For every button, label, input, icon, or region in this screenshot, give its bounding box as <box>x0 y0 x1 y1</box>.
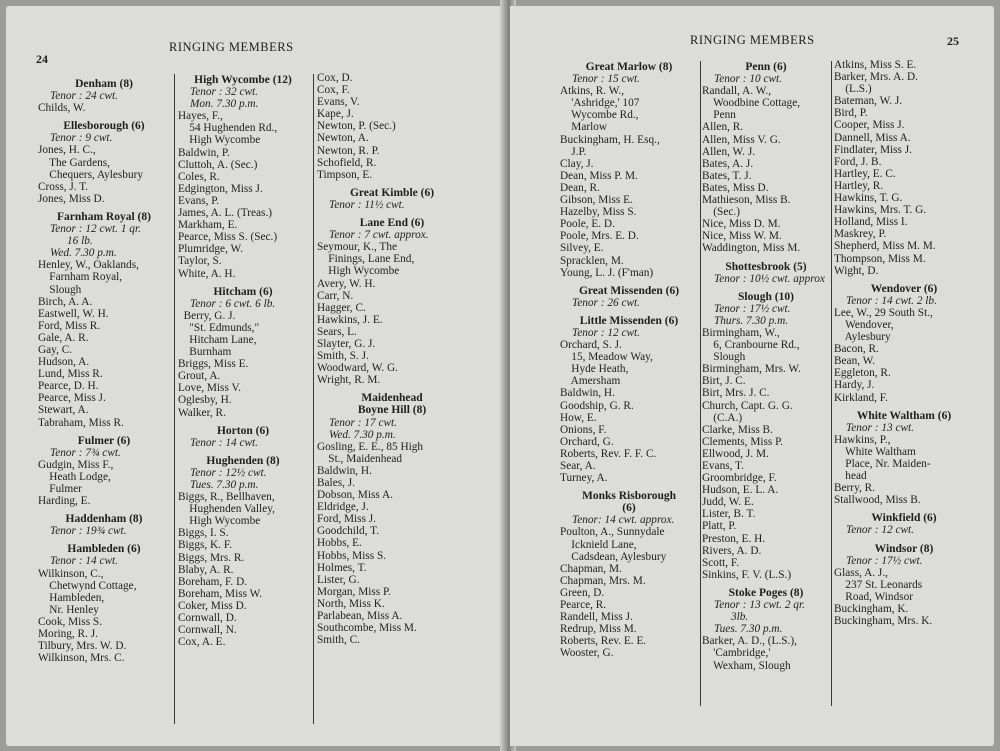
member-entry: Berry, R. <box>834 482 875 495</box>
tower-info: Tenor : 13 cwt. 2 qr. <box>714 599 805 612</box>
column-1 <box>38 76 170 664</box>
tower-info: Tenor : 17½ cwt. <box>846 554 923 567</box>
member-entry: Hambleden, <box>38 591 105 604</box>
member-entry: Cross, J. T. <box>38 180 89 193</box>
member-entry: Coker, Miss D. <box>178 599 247 612</box>
member-entry: Hawkins, T. G. <box>834 192 903 205</box>
member-entry: Hayes, F., <box>178 110 223 123</box>
member-entry: Wycombe Rd., <box>560 109 639 122</box>
member-entry: Dean, Miss P. M. <box>560 169 638 182</box>
member-entry: Gosling, E. E., 85 High <box>317 440 424 453</box>
member-entry: Newton, P. (Sec.) <box>317 120 396 133</box>
member-entry: Cox, F. <box>317 84 350 97</box>
member-entry: (C.A.) <box>702 411 743 424</box>
column-divider <box>174 74 175 724</box>
member-entry: Young, L. J. (F'man) <box>560 266 654 279</box>
member-entry: Ellwood, J. M. <box>702 447 769 460</box>
tower-info: Tenor : 17½ cwt. <box>714 302 791 315</box>
member-entry: Jones, Miss D. <box>38 192 105 205</box>
tower-name: Lane End (6) <box>359 217 425 230</box>
member-entry: Atkins, Miss S. E. <box>834 59 917 71</box>
member-entry: Hudson, E. L. A. <box>702 484 779 497</box>
tower-info: Tenor : 14 cwt. 2 lb. <box>846 294 937 307</box>
member-entry: Slough <box>702 351 746 364</box>
tower-info: Mon. 7.30 p.m. <box>190 98 259 111</box>
member-entry: Seymour, K., The <box>317 241 397 254</box>
member-entry: Jones, H. C., <box>38 144 96 157</box>
column-2 <box>702 59 830 672</box>
tower-info: 16 lb. <box>50 235 93 248</box>
tower-info: 3lb. <box>714 611 749 624</box>
tower-name: Ellesborough (6) <box>63 120 145 133</box>
tower-name: Stoke Poges (8) <box>728 586 804 599</box>
member-entry: Poulton, A., Sunnydale <box>560 526 665 539</box>
member-entry: Redrup, Miss M. <box>560 623 637 636</box>
member-entry: 'Ashridge,' 107 <box>560 97 640 110</box>
member-entry: Fulmer <box>38 483 82 495</box>
member-entry: Gibson, Miss E. <box>560 194 633 207</box>
member-entry: Icknield Lane, <box>560 538 637 551</box>
tower-info: Tenor : 14 cwt. <box>190 436 258 449</box>
member-entry: Slayter, G. J. <box>317 337 376 350</box>
member-entry: Bacon, R. <box>834 343 879 356</box>
member-entry: Silvey, E. <box>560 242 604 255</box>
member-entry: Wight, D. <box>834 264 879 277</box>
member-entry: Gay, C. <box>38 343 73 356</box>
member-entry: Bird, P. <box>834 107 868 120</box>
member-entry: Lister, B. T. <box>702 508 756 521</box>
member-entry: Cornwall, N. <box>178 624 237 637</box>
member-entry: Plumridge, W. <box>178 243 243 256</box>
member-entry: Hagger, C. <box>317 301 366 314</box>
member-entry: Clements, Miss P. <box>702 435 783 448</box>
member-entry: Briggs, Miss E. <box>178 358 249 371</box>
tower-name: Boyne Hill (8) <box>357 404 427 417</box>
member-entry: Boreham, F. D. <box>178 575 248 588</box>
member-entry: Green, D. <box>560 586 605 599</box>
member-entry: Wexham, Slough <box>702 659 791 672</box>
member-entry: Ford, Miss J. <box>317 513 377 526</box>
member-entry: Randall, A. W., <box>702 85 772 98</box>
tower-info: Tenor : 11½ cwt. <box>329 198 405 211</box>
member-entry: Glass, A. J., <box>834 566 888 579</box>
member-entry: Orchard, G. <box>560 435 614 448</box>
member-entry: Road, Windsor <box>834 590 914 603</box>
member-entry: Bates, A. J. <box>702 157 754 170</box>
member-entry: Barker, A. D., (L.S.), <box>702 635 797 648</box>
member-entry: Poole, Mrs. E. D. <box>560 230 639 243</box>
member-entry: Slough <box>38 283 82 296</box>
member-entry: 6, Cranbourne Rd., <box>702 339 800 352</box>
tower-info: Tenor : 10½ cwt. approx <box>714 272 825 285</box>
member-entry: Buckingham, H. Esq., <box>560 133 660 146</box>
member-entry: Pearce, Miss S. (Sec.) <box>178 231 278 244</box>
tower-info: Wed. 7.30 p.m. <box>50 247 117 260</box>
member-entry: Judd, W. E. <box>702 496 754 509</box>
member-entry: Hardy, J. <box>834 379 875 392</box>
column-2 <box>178 72 308 648</box>
member-entry: Harding, E. <box>38 495 91 508</box>
tower-name: Shottesbrook (5) <box>725 260 807 273</box>
member-entry: Marlow <box>560 121 608 134</box>
member-entry: Hartley, E. C. <box>834 167 896 180</box>
member-entry: 237 St. Leonards <box>834 578 923 591</box>
page-number: 24 <box>36 52 48 66</box>
member-entry: Atkins, R. W., <box>560 85 625 98</box>
member-entry: Stallwood, Miss B. <box>834 494 921 507</box>
member-entry: (Sec.) <box>702 206 740 219</box>
member-entry: 15, Meadow Way, <box>560 351 653 364</box>
member-entry: Dobson, Miss A. <box>317 489 393 502</box>
column-3 <box>317 72 467 646</box>
member-entry: Poole, E. D. <box>560 218 615 231</box>
tower-name: Great Missenden (6) <box>578 284 680 297</box>
tower-name: Great Kimble (6) <box>349 186 435 199</box>
member-entry: Farnham Royal, <box>38 271 123 284</box>
member-entry: White, A. H. <box>178 267 236 280</box>
column-divider <box>313 74 314 724</box>
member-entry: Amersham <box>560 375 621 388</box>
member-entry: Maskrey, P. <box>834 228 887 241</box>
member-entry: Wright, R. M. <box>317 374 381 387</box>
member-entry: St., Maidenhead <box>317 452 403 465</box>
tower-name: Monks Risborough <box>581 490 677 503</box>
member-entry: Timpson, E. <box>317 168 373 181</box>
member-entry: Bales, J. <box>317 477 355 489</box>
member-entry: Nice, Miss D. M. <box>702 218 781 231</box>
member-entry: Biggs, Mrs. R. <box>178 551 245 564</box>
member-entry: Woodward, W. G. <box>317 362 398 375</box>
member-entry: Tilbury, Mrs. W. D. <box>38 640 127 653</box>
member-entry: Bateman, W. J. <box>834 95 903 108</box>
member-entry: The Gardens, <box>38 156 110 169</box>
tower-name: Maidenhead <box>361 392 423 405</box>
tower-name: (6) <box>622 502 636 515</box>
member-entry: Turney, A. <box>560 472 608 485</box>
tower-info: Wed. 7.30 p.m. <box>329 428 396 441</box>
member-entry: Evans, V. <box>317 96 360 109</box>
member-entry: Lund, Miss R. <box>38 368 103 381</box>
member-entry: Walker, R. <box>178 406 226 419</box>
tower-name: High Wycombe (12) <box>194 74 292 86</box>
member-entry: Coles, R. <box>178 170 220 183</box>
member-entry: James, A. L. (Treas.) <box>178 207 273 220</box>
member-entry: Morgan, Miss P. <box>317 585 391 598</box>
tower-name: Farnham Royal (8) <box>57 210 151 223</box>
column-1 <box>560 59 698 660</box>
member-entry: Buckingham, Mrs. K. <box>834 615 933 628</box>
member-entry: Eggleton, R. <box>834 367 891 380</box>
member-entry: Mathieson, Miss B. <box>702 194 791 207</box>
member-entry: Birch, A. A. <box>38 295 93 308</box>
member-entry: J.P. <box>560 145 587 158</box>
member-entry: Baldwin, P. <box>178 146 230 159</box>
member-entry: Cox, D. <box>317 72 353 84</box>
tower-name: Great Marlow (8) <box>585 61 673 73</box>
member-entry: Findlater, Miss J. <box>834 143 913 156</box>
tower-info: Tenor: 14 cwt. approx. <box>572 514 675 527</box>
member-entry: High Wycombe <box>178 134 261 147</box>
member-entry: Onions, F. <box>560 423 607 436</box>
member-entry: Henley, W., Oaklands, <box>38 259 139 272</box>
member-entry: Goodchild, T. <box>317 525 380 538</box>
column-divider <box>831 61 832 706</box>
tower-name: Horton (6) <box>216 424 270 437</box>
member-entry: Rivers, A. D. <box>702 544 762 557</box>
member-entry: Tabraham, Miss R. <box>38 416 124 429</box>
member-entry: Blaby, A. R. <box>178 563 234 576</box>
member-entry: Wilkinson, C., <box>38 567 104 580</box>
member-entry: Allen, Miss V. G. <box>702 133 781 146</box>
member-entry: Carr, N. <box>317 289 354 302</box>
member-entry: Hazelby, Miss S. <box>560 206 637 219</box>
tower-name: Fulmer (6) <box>77 434 131 447</box>
member-entry: Allen, W. J. <box>702 145 756 158</box>
column-divider <box>700 61 701 706</box>
member-entry: High Wycombe <box>178 515 261 528</box>
member-entry: Ford, J. B. <box>834 155 882 168</box>
member-entry: (L.S.) <box>834 83 872 96</box>
tower-info: Tues. 7.30 p.m. <box>714 623 783 636</box>
tower-info: Tenor : 24 cwt. <box>50 90 118 103</box>
member-entry: Cooper, Miss J. <box>834 119 905 132</box>
member-entry: Lister, G. <box>317 573 360 586</box>
member-entry: Ford, Miss R. <box>38 319 101 332</box>
member-entry: Parlabean, Miss A. <box>317 610 403 623</box>
tower-name: Denham (8) <box>75 78 133 90</box>
tower-info: Tenor : 32 cwt. <box>190 86 258 99</box>
member-entry: Bates, T. J. <box>702 169 752 182</box>
member-entry: Clarke, Miss B. <box>702 423 773 436</box>
member-entry: Heath Lodge, <box>38 470 111 483</box>
member-entry: Finings, Lane End, <box>317 253 415 266</box>
member-entry: Spracklen, M. <box>560 254 624 267</box>
tower-info: Tenor : 15 cwt. <box>572 73 640 86</box>
member-entry: Wilkinson, Mrs. C. <box>38 652 125 665</box>
member-entry: Hobbs, E. <box>317 537 362 550</box>
member-entry: Chapman, M. <box>560 562 622 575</box>
member-entry: Hitcham Lane, <box>178 333 257 346</box>
member-entry: Kirkland, F. <box>834 391 889 404</box>
member-entry: Holmes, T. <box>317 561 367 574</box>
member-entry: Platt, P. <box>702 520 737 533</box>
member-entry: Sinkins, F. V. (L.S.) <box>702 568 792 581</box>
member-entry: White Waltham <box>834 445 916 458</box>
tower-info: Tenor : 17 cwt. <box>329 416 397 429</box>
member-entry: Orchard, S. J. <box>560 339 622 352</box>
member-entry: Dean, R. <box>560 181 600 194</box>
member-entry: Eldridge, J. <box>317 501 369 514</box>
member-entry: Kape, J. <box>317 108 354 121</box>
member-entry: Hawkins, P., <box>834 433 891 446</box>
member-entry: Roberts, Rev. E. E. <box>560 635 647 648</box>
member-entry: Gale, A. R. <box>38 331 89 344</box>
page-heading: RINGING MEMBERS <box>169 40 294 54</box>
member-entry: Penn <box>702 109 736 122</box>
member-entry: Love, Miss V. <box>178 382 241 395</box>
tower-info: Tenor : 14 cwt. <box>50 555 118 568</box>
member-entry: Sear, A. <box>560 460 596 472</box>
member-entry: Holland, Miss I. <box>834 216 908 229</box>
member-entry: Birt, Mrs. J. C. <box>702 387 770 400</box>
member-entry: Birt, J. C. <box>702 375 746 388</box>
member-entry: Eastwell, W. H. <box>38 307 109 320</box>
member-entry: Hawkins, Mrs. T. G. <box>834 204 927 217</box>
left-page <box>6 6 506 746</box>
member-entry: Hudson, A. <box>38 356 90 369</box>
member-entry: Smith, S. J. <box>317 350 369 363</box>
member-entry: Woodbine Cottage, <box>702 97 801 110</box>
member-entry: Pearce, Miss J. <box>38 392 106 405</box>
member-entry: Biggs, I. S. <box>178 527 229 540</box>
tower-name: Hughenden (8) <box>206 454 280 467</box>
member-entry: Thompson, Miss M. <box>834 252 926 265</box>
member-entry: Edgington, Miss J. <box>178 182 263 195</box>
member-entry: Berry, G. J. <box>178 309 236 322</box>
member-entry: Taylor, S. <box>178 255 222 268</box>
member-entry: Allen, R. <box>702 121 744 134</box>
member-entry: Pearce, D. H. <box>38 380 99 393</box>
member-entry: Oglesby, H. <box>178 394 232 407</box>
tower-name: Haddenham (8) <box>65 513 143 526</box>
member-entry: Aylesbury <box>834 331 891 344</box>
member-entry: Evans, P. <box>178 194 220 207</box>
member-entry: Randell, Miss J. <box>560 611 633 624</box>
tower-info: Tenor : 12½ cwt. <box>190 466 267 479</box>
member-entry: Newton, R. P. <box>317 144 380 157</box>
page-heading: RINGING MEMBERS <box>690 33 815 47</box>
tower-info: Tenor : 13 cwt. <box>846 421 914 434</box>
member-entry: Hyde Heath, <box>560 363 629 376</box>
member-entry: Newton, A. <box>317 132 369 145</box>
member-entry: Cox, A. E. <box>178 636 226 649</box>
member-entry: Nr. Henley <box>38 603 99 616</box>
member-entry: Place, Nr. Maiden- <box>834 458 931 470</box>
member-entry: Smith, C. <box>317 634 361 647</box>
tower-info: Tenor : 7¾ cwt. <box>50 446 121 459</box>
member-entry: Cornwall, D. <box>178 612 237 625</box>
member-entry: Sears, L. <box>317 325 357 338</box>
member-entry: 54 Hughenden Rd., <box>178 122 278 135</box>
member-entry: Lee, W., 29 South St., <box>834 306 933 319</box>
tower-info: Tues. 7.30 p.m. <box>190 479 259 491</box>
member-entry: Wooster, G. <box>560 647 614 660</box>
member-entry: Hughenden Valley, <box>178 503 275 516</box>
member-entry: Bates, Miss D. <box>702 181 769 194</box>
member-entry: 'Cambridge,' <box>702 647 771 660</box>
member-entry: Moring, R. J. <box>38 628 98 641</box>
member-entry: Clay, J. <box>560 157 594 170</box>
member-entry: Groombridge, F. <box>702 472 777 485</box>
member-entry: Pearce, R. <box>560 599 607 612</box>
member-entry: Biggs, R., Bellhaven, <box>178 491 275 504</box>
member-entry: How, E. <box>560 411 597 424</box>
member-entry: Grout, A. <box>178 370 221 383</box>
tower-info: Tenor : 12 cwt. <box>846 524 914 537</box>
member-entry: Chapman, Mrs. M. <box>560 574 646 587</box>
page-number: 25 <box>947 34 959 48</box>
member-entry: Church, Capt. G. G. <box>702 399 793 412</box>
tower-name: Penn (6) <box>745 61 787 73</box>
member-entry: Shepherd, Miss M. M. <box>834 240 936 253</box>
tower-info: Tenor : 26 cwt. <box>572 296 640 309</box>
member-entry: Birmingham, Mrs. W. <box>702 363 801 376</box>
member-entry: Chequers, Aylesbury <box>38 168 144 181</box>
member-entry: Evans, T. <box>702 460 744 472</box>
tower-name: White Waltham (6) <box>856 409 952 422</box>
tower-name: Wendover (6) <box>870 282 938 295</box>
member-entry: Markham, E. <box>178 219 238 232</box>
member-entry: High Wycombe <box>317 265 400 278</box>
member-entry: Preston, E. H. <box>702 532 766 545</box>
member-entry: Dannell, Miss A. <box>834 131 911 144</box>
tower-info: Tenor : 10 cwt. <box>714 73 782 86</box>
tower-name: Little Missenden (6) <box>579 314 679 327</box>
member-entry: Hawkins, J. E. <box>317 313 383 326</box>
tower-name: Slough (10) <box>738 290 794 303</box>
member-entry: Stewart, A. <box>38 404 89 417</box>
tower-info: Tenor : 19¾ cwt. <box>50 525 127 538</box>
tower-name: Winkfield (6) <box>871 512 937 525</box>
member-entry: Goodship, G. R. <box>560 399 634 412</box>
member-entry: Wendover, <box>834 318 894 331</box>
member-entry: Childs, W. <box>38 102 86 115</box>
member-entry: Southcombe, Miss M. <box>317 622 417 635</box>
member-entry: "St. Edmunds," <box>178 321 260 334</box>
right-page <box>510 6 994 746</box>
member-entry: Bean, W. <box>834 355 876 368</box>
member-entry: Baldwin, H. <box>560 387 615 400</box>
tower-info: Tenor : 6 cwt. 6 lb. <box>190 297 276 310</box>
tower-info: Tenor : 9 cwt. <box>50 132 113 145</box>
member-entry: Gudgin, Miss F., <box>38 458 114 471</box>
member-entry: North, Miss K. <box>317 597 385 610</box>
member-entry: Schofield, R. <box>317 156 377 169</box>
tower-name: Hitcham (6) <box>213 285 273 298</box>
tower-info: Tenor : 12 cwt. <box>572 326 640 339</box>
member-entry: Cluttoh, A. (Sec.) <box>178 158 258 171</box>
member-entry: Waddington, Miss M. <box>702 242 801 255</box>
member-entry: Cook, Miss S. <box>38 615 103 628</box>
member-entry: Roberts, Rev. F. F. C. <box>560 447 657 460</box>
member-entry: Boreham, Miss W. <box>178 587 263 600</box>
member-entry: Cadsdean, Aylesbury <box>560 550 667 563</box>
member-entry: head <box>834 470 867 483</box>
column-3 <box>834 59 974 627</box>
tower-name: Windsor (8) <box>874 542 934 555</box>
member-entry: Scott, F. <box>702 556 740 569</box>
member-entry: Avery, W. H. <box>317 277 376 290</box>
member-entry: Buckingham, K. <box>834 603 909 616</box>
member-entry: Hartley, R. <box>834 179 884 192</box>
tower-info: Thurs. 7.30 p.m. <box>714 314 789 327</box>
tower-info: Tenor : 12 cwt. 1 qr. <box>50 223 141 236</box>
member-entry: Barker, Mrs. A. D. <box>834 71 918 84</box>
member-entry: Chetwynd Cottage, <box>38 579 137 592</box>
tower-name: Hambleden (6) <box>67 543 141 556</box>
member-entry: Baldwin, H. <box>317 464 372 477</box>
member-entry: Hobbs, Miss S. <box>317 549 387 562</box>
member-entry: Nice, Miss W. M. <box>702 230 782 243</box>
tower-info: Tenor : 7 cwt. approx. <box>329 229 429 242</box>
member-entry: Birmingham, W., <box>702 326 780 339</box>
member-entry: Burnham <box>178 346 232 359</box>
member-entry: Biggs, K. F. <box>178 539 233 552</box>
